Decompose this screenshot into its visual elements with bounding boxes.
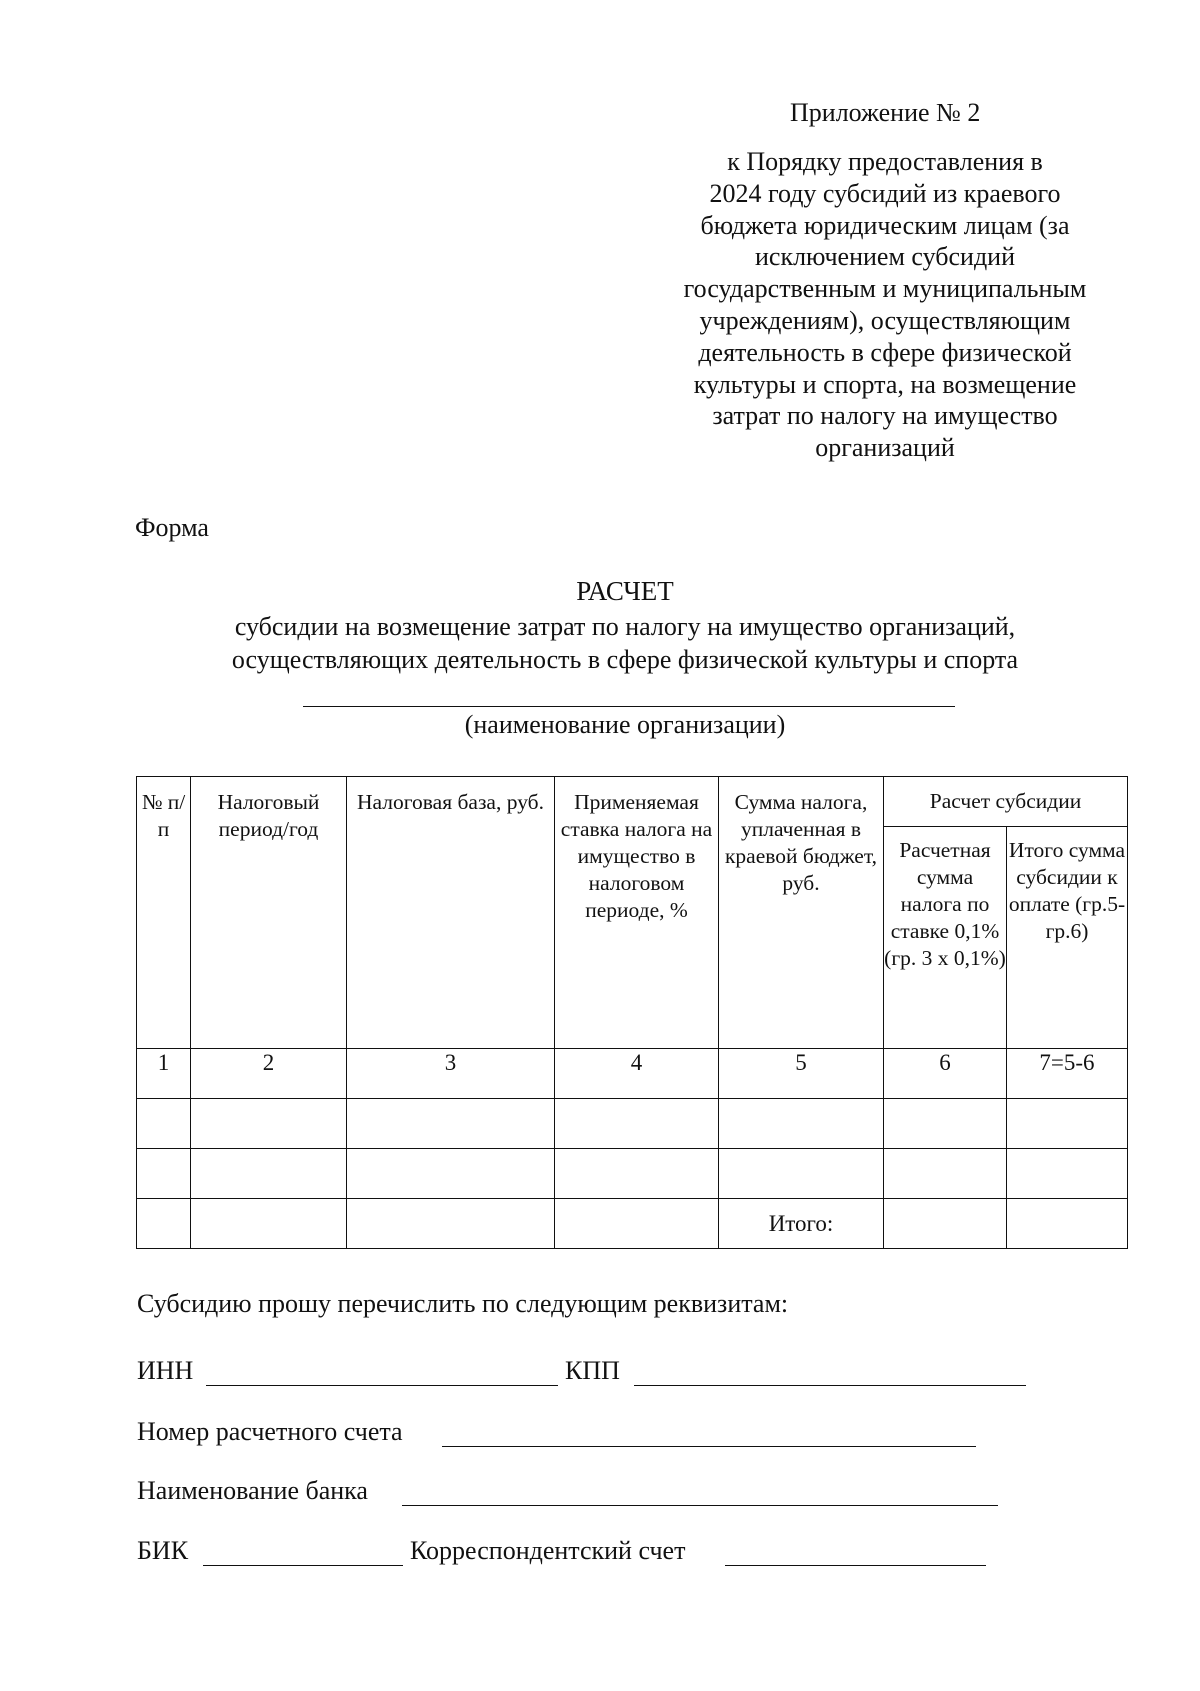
- table-cell[interactable]: [1007, 1099, 1128, 1149]
- column-number: 2: [191, 1049, 347, 1099]
- total-label: Итого:: [719, 1199, 884, 1249]
- header-cell-tax-rate: Применяемая ставка налога на имущество в налоговом периоде, %: [555, 777, 719, 1049]
- table-cell[interactable]: [719, 1099, 884, 1149]
- header-cell-calculated-sum: Расчетная сумма налога по ставке 0,1% (гр. 3 х 0,1%): [884, 827, 1007, 1049]
- table-cell[interactable]: [1007, 1149, 1128, 1199]
- table-cell[interactable]: [137, 1149, 191, 1199]
- kpp-label: КПП: [565, 1356, 620, 1385]
- appendix-line: к Порядку предоставления в: [727, 147, 1043, 176]
- bank-label: Наименование банка: [137, 1476, 368, 1505]
- column-numbers-row: [137, 1049, 1128, 1099]
- table-cell[interactable]: [191, 1149, 347, 1199]
- organization-caption: (наименование организации): [464, 710, 786, 739]
- subtitle-line: осуществляющих деятельность в сфере физической культуры и спорта: [231, 645, 1019, 674]
- column-number: 6: [884, 1049, 1007, 1099]
- table-cell[interactable]: [719, 1149, 884, 1199]
- total-cell[interactable]: [884, 1199, 1007, 1249]
- inn-label: ИНН: [137, 1356, 194, 1385]
- table-cell[interactable]: [137, 1099, 191, 1149]
- total-cell[interactable]: [1007, 1199, 1128, 1249]
- account-field[interactable]: [442, 1446, 976, 1447]
- table-cell[interactable]: [884, 1099, 1007, 1149]
- appendix-line: государственным и муниципальным: [683, 274, 1087, 304]
- appendix-line: затрат по налогу на имущество: [712, 401, 1058, 431]
- organization-name-field[interactable]: [303, 706, 955, 707]
- corr-account-label: Корреспондентский счет: [410, 1536, 686, 1565]
- table-cell[interactable]: [555, 1149, 719, 1199]
- bik-label: БИК: [137, 1536, 189, 1565]
- appendix-line: учреждениям), осуществляющим: [699, 305, 1071, 335]
- requisites-intro: Субсидию прошу перечислить по следующим реквизитам:: [137, 1289, 789, 1318]
- bik-field[interactable]: [203, 1565, 403, 1566]
- table-cell[interactable]: [347, 1099, 555, 1149]
- table-cell[interactable]: [884, 1149, 1007, 1199]
- header-cell-tax-paid: Сумма налога, уплаченная в краевой бюджет, руб.: [719, 777, 884, 1049]
- appendix-line: деятельность в сфере физической: [698, 337, 1072, 367]
- table-row: [137, 1149, 1128, 1199]
- form-label: Форма: [135, 513, 209, 542]
- appendix-line: культуры и спорта, на возмещение: [693, 369, 1077, 399]
- header-cell-tax-base: Налоговая база, руб.: [347, 777, 555, 1049]
- header-cell-subsidy-total: Итого сумма субсидии к оплате (гр.5-гр.6): [1007, 827, 1128, 1049]
- column-number: 5: [719, 1049, 884, 1099]
- table-row: [137, 1099, 1128, 1149]
- header-cell-subsidy-calc: Расчет субсидии: [884, 777, 1128, 827]
- appendix-line: исключением субсидий: [754, 242, 1016, 272]
- table-cell[interactable]: [347, 1149, 555, 1199]
- column-number: 4: [555, 1049, 719, 1099]
- table-cell[interactable]: [191, 1099, 347, 1149]
- subtitle-line: субсидии на возмещение затрат по налогу на имущество организаций,: [234, 612, 1016, 641]
- bank-field[interactable]: [402, 1505, 998, 1506]
- document-title: РАСЧЕТ: [576, 576, 674, 606]
- header-cell-number: № п/п: [137, 777, 191, 1049]
- appendix-line: бюджета юридическим лицам (за: [700, 210, 1070, 240]
- appendix-line: 2024 году субсидий из краевого: [709, 178, 1061, 208]
- table-cell[interactable]: [191, 1199, 347, 1249]
- calculation-table: [136, 776, 1128, 1249]
- corr-account-field[interactable]: [725, 1565, 986, 1566]
- table-cell[interactable]: [555, 1199, 719, 1249]
- table-cell[interactable]: [347, 1199, 555, 1249]
- header-row: [137, 777, 1128, 827]
- appendix-title: Приложение № 2: [790, 98, 981, 127]
- account-label: Номер расчетного счета: [137, 1417, 403, 1446]
- header-cell-period: Налоговый период/год: [191, 777, 347, 1049]
- document-subtitle: [0, 610, 1200, 676]
- kpp-field[interactable]: [634, 1385, 1026, 1386]
- total-row: [137, 1199, 1128, 1249]
- table-cell[interactable]: [137, 1199, 191, 1249]
- appendix-description: [650, 146, 1120, 464]
- column-number: 1: [137, 1049, 191, 1099]
- column-number: 3: [347, 1049, 555, 1099]
- appendix-line: организаций: [815, 433, 955, 463]
- table-cell[interactable]: [555, 1099, 719, 1149]
- inn-field[interactable]: [206, 1385, 558, 1386]
- column-number: 7=5-6: [1007, 1049, 1128, 1099]
